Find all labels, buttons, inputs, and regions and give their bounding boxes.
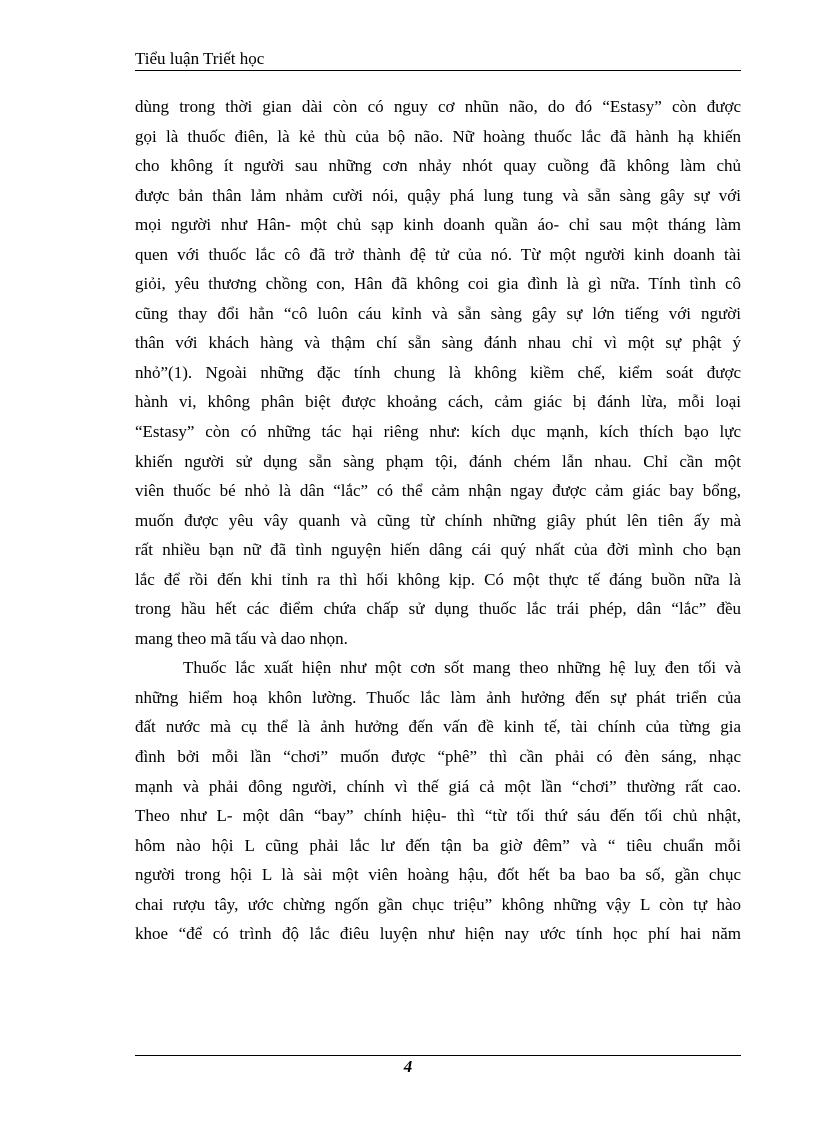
text-line: mang theo mã tấu và dao nhọn. <box>135 628 348 648</box>
paragraph <box>135 653 741 948</box>
text-line: Theo như L- một dân “bay” chính hiệu- thì “từ tối thứ sáu đến tối chủ nhật, <box>135 806 741 826</box>
text-line: mạnh và phải đông người, chính vì thế giá cả một lần “chơi” thường rất cao. <box>135 776 741 796</box>
text-line: gọi là thuốc điên, là kẻ thù của bộ não. Nữ hoàng thuốc lắc đã hành hạ khiến <box>135 126 741 146</box>
text-line: khoe “để có trình độ lắc điêu luyện như hiện nay ước tính học phí hai năm <box>135 924 741 944</box>
text-line: quen với thuốc lắc cô đã trở thành đệ tử của nó. Từ một người kinh doanh tài <box>135 244 741 264</box>
page-number: 4 <box>403 1057 413 1076</box>
text-line: trong hầu hết các điểm chứa chấp sử dụng thuốc lắc trái phép, dân “lắc” đều <box>135 599 741 619</box>
text-line: cho không ít người sau những cơn nhảy nhót quay cuồng đã không làm chủ <box>135 156 741 176</box>
text-line: lắc để rồi đến khi tỉnh ra thì hối không kịp. Có một thực tế đáng buồn nữa là <box>135 569 741 589</box>
text-line: người trong hội L là sài một viên hoàng hậu, đốt hết ba bao ba số, gần chục <box>135 865 741 885</box>
text-line: Thuốc lắc xuất hiện như một cơn sốt mang theo những hệ luỵ đen tối và <box>183 658 741 678</box>
text-line: “Estasy” còn có những tác hại riêng như: kích dục mạnh, kích thích bạo lực <box>135 422 741 442</box>
header-divider <box>135 70 741 71</box>
text-line: rất nhiều bạn nữ đã tình nguyện hiến dâng cái quý nhất của đời mình cho bạn <box>135 540 741 560</box>
text-line: đất nước mà cụ thể là ảnh hưởng đến vấn đề kinh tế, tài chính của từng gia <box>135 717 741 737</box>
text-line: những hiểm hoạ khôn lường. Thuốc lắc làm ảnh hưởng đến sự phát triển của <box>135 687 741 707</box>
page-header-title: Tiểu luận Triết học <box>135 49 265 68</box>
text-line: khiến người sử dụng sẵn sàng phạm tội, đánh chém lẫn nhau. Chỉ cần một <box>135 451 741 471</box>
text-line: viên thuốc bé nhỏ là dân “lắc” có thể cảm nhận ngay được cảm giác bay bổng, <box>135 481 741 501</box>
paragraph <box>135 92 741 653</box>
text-line: dùng trong thời gian dài còn có nguy cơ nhũn não, do đó “Estasy” còn được <box>135 97 741 116</box>
text-line: muốn được yêu vây quanh và cũng từ chính những giây phút lên tiên ấy mà <box>135 510 741 530</box>
footer-divider <box>135 1055 741 1056</box>
text-line: chai rượu tây, ước chừng ngốn gần chục triệu” không những vậy L còn tự hào <box>135 894 741 914</box>
text-line: thân với khách hàng và thậm chí sẵn sàng đánh nhau chỉ vì một sự phật ý <box>135 333 741 353</box>
text-line: đình bởi mỗi lần “chơi” muốn được “phê” thì cần phải có đèn sáng, nhạc <box>135 747 741 767</box>
text-line: hành vi, không phân biệt được khoảng cách, cảm giác bị đánh lừa, mỗi loại <box>135 392 741 412</box>
text-line: hôm nào hội L cũng phải lắc lư đến tận ba giờ đêm” và “ tiêu chuẩn mỗi <box>135 835 741 855</box>
document-body <box>135 92 741 949</box>
text-line: nhỏ”(1). Ngoài những đặc tính chung là không kiềm chế, kiểm soát được <box>135 362 741 382</box>
text-line: được bản thân lảm nhảm cười nói, quậy phá lung tung và sẵn sàng gây sự với <box>135 185 741 205</box>
text-line: cũng thay đổi hẳn “cô luôn cáu kỉnh và sẵn sàng gây sự lớn tiếng với người <box>135 303 741 323</box>
text-line: giỏi, yêu thương chồng con, Hân đã không coi gia đình là gì nữa. Tính tình cô <box>135 274 741 294</box>
text-line: mọi người như Hân- một chủ sạp kinh doanh quần áo- chỉ sau một tháng làm <box>135 215 741 235</box>
